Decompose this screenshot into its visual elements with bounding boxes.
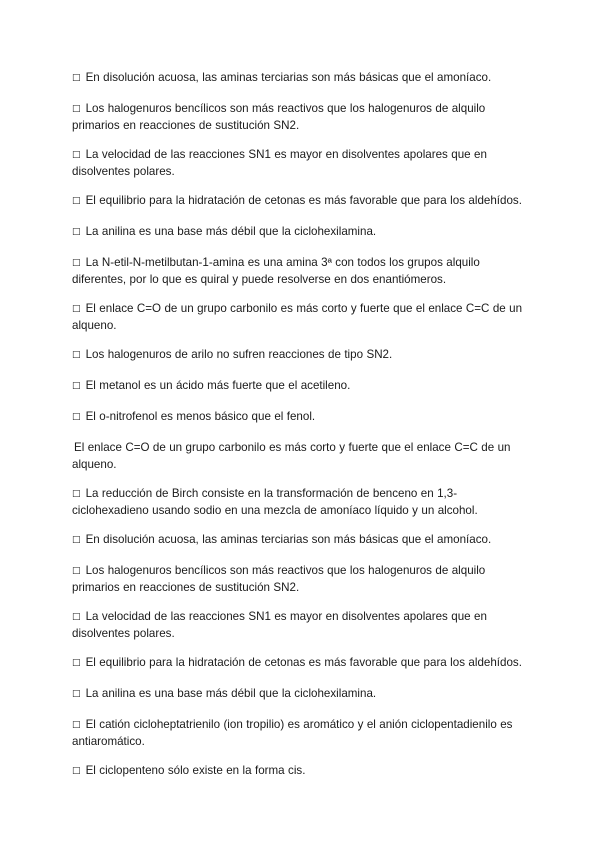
statement-item [72, 486, 532, 518]
statement-item [72, 101, 532, 133]
statement-item [72, 347, 532, 364]
statement-item [72, 378, 532, 395]
statement-item [72, 655, 532, 672]
statement-text: El enlace C=O de un grupo carbonilo es más corto y fuerte que el enlace C=C de un alqueno. [72, 302, 523, 332]
statement-text: La reducción de Birch consiste en la transformación de benceno en 1,3-ciclohexadieno usando sodio en una mezcla de amoníaco líquido y un alcohol. [72, 487, 478, 517]
checkbox-icon: □ [72, 196, 84, 206]
checkbox-icon: □ [72, 350, 84, 360]
statement-text: Los halogenuros bencílicos son más reactivos que los halogenuros de alquilo primarios en reacciones de sustitución SN2. [72, 564, 486, 594]
statement-list [72, 70, 532, 780]
statement-item [72, 255, 532, 287]
statement-item [72, 532, 532, 549]
statement-text: La anilina es una base más débil que la ciclohexilamina. [85, 225, 377, 238]
statement-item [72, 563, 532, 595]
statement-text: El metanol es un ácido más fuerte que el acetileno. [85, 379, 351, 392]
checkbox-icon: □ [72, 535, 84, 545]
statement-text: Los halogenuros de arilo no sufren reacciones de tipo SN2. [85, 348, 393, 361]
checkbox-icon: □ [72, 566, 84, 576]
checkbox-icon: □ [72, 258, 84, 268]
checkbox-icon: □ [72, 104, 84, 114]
statement-text: El o-nitrofenol es menos básico que el fenol. [85, 410, 316, 423]
statement-item [72, 609, 532, 641]
statement-text: La anilina es una base más débil que la ciclohexilamina. [85, 687, 377, 700]
statement-text: El enlace C=O de un grupo carbonilo es más corto y fuerte que el enlace C=C de un alqueno. [72, 441, 511, 471]
statement-item [72, 193, 532, 210]
statement-text: La velocidad de las reacciones SN1 es mayor en disolventes apolares que en disolventes polares. [72, 610, 487, 640]
checkbox-icon: □ [72, 612, 84, 622]
statement-item [72, 686, 532, 703]
statement-item [72, 440, 532, 472]
statement-item [72, 409, 532, 426]
statement-text: El catión cicloheptatrienilo (ion tropilio) es aromático y el anión ciclopentadienilo es antiaromático. [72, 718, 513, 748]
checkbox-icon: □ [72, 381, 84, 391]
statement-text: Los halogenuros bencílicos son más reactivos que los halogenuros de alquilo primarios en reacciones de sustitución SN2. [72, 102, 486, 132]
statement-text: La N-etil-N-metilbutan-1-amina es una amina 3ª con todos los grupos alquilo diferentes, por lo que es quiral y puede resolverse en dos enantiómeros. [72, 256, 480, 286]
statement-item [72, 717, 532, 749]
statement-item [72, 147, 532, 179]
statement-text: El equilibrio para la hidratación de cetonas es más favorable que para los aldehídos. [85, 656, 522, 669]
checkbox-icon: □ [72, 720, 84, 730]
checkbox-icon: □ [72, 227, 84, 237]
checkbox-icon: □ [72, 766, 84, 776]
checkbox-icon: □ [72, 150, 84, 160]
statement-item [72, 301, 532, 333]
checkbox-icon: □ [72, 73, 84, 83]
statement-text: En disolución acuosa, las aminas terciarias son más básicas que el amoníaco. [85, 71, 492, 84]
statement-item [72, 763, 532, 780]
statement-item [72, 224, 532, 241]
checkbox-icon: □ [72, 489, 84, 499]
checkbox-icon: □ [72, 412, 84, 422]
statement-text: La velocidad de las reacciones SN1 es mayor en disolventes apolares que en disolventes polares. [72, 148, 487, 178]
statement-text: El ciclopenteno sólo existe en la forma cis. [85, 764, 306, 777]
statement-item [72, 70, 532, 87]
statement-text: El equilibrio para la hidratación de cetonas es más favorable que para los aldehídos. [85, 194, 522, 207]
checkbox-icon: □ [72, 304, 84, 314]
checkbox-icon: □ [72, 689, 84, 699]
statement-text: En disolución acuosa, las aminas terciarias son más básicas que el amoníaco. [85, 533, 492, 546]
checkbox-icon: □ [72, 658, 84, 668]
